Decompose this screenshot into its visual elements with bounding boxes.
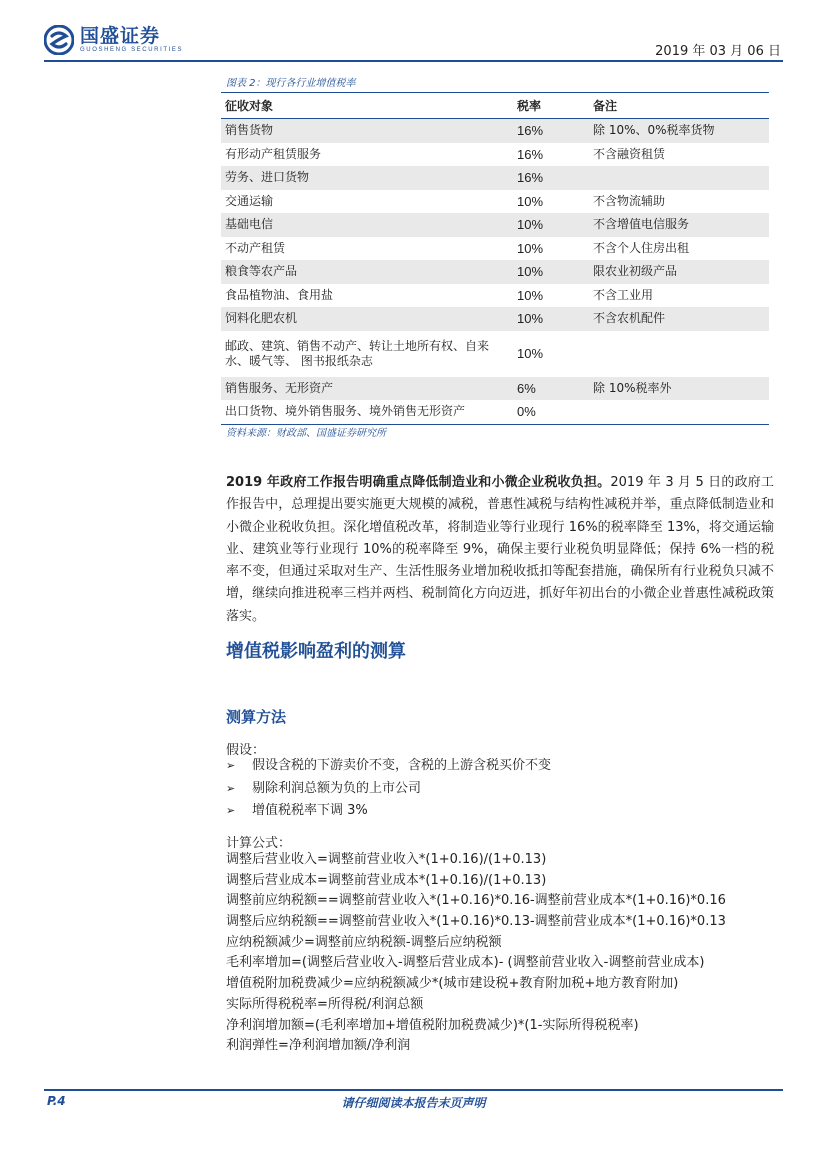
- column-header-note: 备注: [589, 93, 769, 119]
- list-item: [226, 778, 551, 801]
- table-row: [221, 284, 769, 308]
- cell-note: 除 10%税率外: [589, 377, 769, 401]
- assumption-text: 增值税税率下调 3%: [252, 803, 368, 818]
- cell-rate: 16%: [513, 166, 589, 190]
- cell-rate: 10%: [517, 193, 544, 209]
- table-row: [221, 237, 769, 261]
- cell-rate: 10%: [517, 240, 544, 256]
- cell-rate: 10%: [517, 287, 544, 303]
- formula-line: 调整后营业成本=调整前营业成本*(1+0.16)/(1+0.13): [226, 872, 547, 888]
- company-logo: [44, 25, 183, 55]
- footer-disclaimer: 请仔细阅读本报告末页声明: [341, 1096, 486, 1110]
- table-row: [221, 331, 769, 377]
- cell-note: [589, 400, 769, 424]
- arrow-bullet-icon: ➢: [226, 781, 236, 795]
- cell-item: 不动产租赁: [225, 240, 286, 255]
- cell-rate: 10%: [513, 213, 589, 237]
- cell-rate: 10%: [513, 260, 589, 284]
- table-header-row: [221, 93, 769, 119]
- cell-note: 限农业初级产品: [589, 260, 769, 284]
- section-subtitle: 测算方法: [226, 708, 287, 726]
- cell-note: [589, 331, 769, 377]
- formula-line: 增值税附加税费减少=应纳税额减少*(城市建设税+教育附加税+地方教育附加): [226, 976, 679, 992]
- figure-source: 资料来源：财政部、国盛证券研究所: [226, 428, 386, 439]
- logo-icon: [44, 25, 74, 55]
- column-header-rate: 税率: [513, 93, 589, 119]
- table-row: [221, 260, 769, 284]
- cell-item: 饲料化肥农机: [221, 307, 513, 331]
- cell-item: 有形动产租赁服务: [225, 146, 322, 161]
- table-row: [221, 166, 769, 190]
- logo-name: 国盛证券: [80, 25, 161, 47]
- cell-note: 不含个人住房出租: [593, 240, 690, 255]
- formula-line: 调整前应纳税额==调整前营业收入*(1+0.16)*0.16-调整前营业成本*(1+0.16)*0.16: [226, 893, 726, 909]
- report-date: 2019 年 03 月 06 日: [655, 44, 781, 59]
- cell-note: 不含农机配件: [589, 307, 769, 331]
- formula-line: 应纳税额减少=调整前应纳税额-调整后应纳税额: [226, 934, 502, 950]
- formulas-list: [226, 850, 726, 1057]
- cell-item: 销售服务、无形资产: [221, 377, 513, 401]
- cell-item: 出口货物、境外销售服务、境外销售无形资产: [221, 400, 513, 424]
- cell-note: 不含增值电信服务: [589, 213, 769, 237]
- paragraph-body: 2019 年 3 月 5 日的政府工作报告中，总理提出要实施更大规模的减税，普惠性减税与结构性减税并举，重点降低制造业和小微企业税收负担。深化增值税改革，将制造业等行业现行 16%的税率降至 13%，将交通运输业、建筑业等行业现行 10%的税率降至 9%，确保主要行业税负明显降低；保持 6%一档的税率不变，但通过采取对生产、生活性服务业增加税收抵扣等配套措施，确保所有行业税负只减不增，继续向推进税率三档并两档、税制简化方向迈进，抓好年初出台的小微企业普惠性减税政策落实。: [226, 475, 774, 624]
- assumptions-title: 假设：: [226, 743, 266, 758]
- assumption-text: 假设含税的下游卖价不变，含税的上游含税买价不变: [252, 758, 552, 773]
- page-number: P.4: [47, 1094, 66, 1108]
- cell-item: 邮政、建筑、销售不动产、转让土地所有权、自来水、暖气等、 图书报纸杂志: [225, 338, 490, 368]
- cell-rate: 10%: [517, 346, 544, 361]
- table-row: [221, 377, 769, 401]
- cell-rate: 6%: [513, 377, 589, 401]
- cell-rate: 10%: [513, 307, 589, 331]
- table-row: [221, 307, 769, 331]
- formula-line: 调整后营业收入=调整前营业收入*(1+0.16)/(1+0.13): [226, 852, 547, 867]
- formula-line: 毛利率增加=(调整后营业收入-调整后营业成本)- (调整前营业收入-调整前营业成本): [226, 955, 705, 971]
- figure-caption: 图表 2：现行各行业增值税率: [226, 78, 356, 89]
- header-divider: [44, 60, 783, 62]
- body-paragraph: [226, 472, 774, 628]
- cell-item: 交通运输: [225, 193, 274, 208]
- assumption-text: 剔除利润总额为负的上市公司: [252, 780, 422, 796]
- formula-line: 净利润增加额=(毛利率增加+增值税附加税费减少)*(1-实际所得税税率): [226, 1017, 639, 1033]
- cell-note: [589, 166, 769, 190]
- formulas-title: 计算公式：: [226, 836, 292, 851]
- table-row: [221, 400, 769, 424]
- cell-item: 劳务、进口货物: [221, 166, 513, 190]
- vat-rate-table: [221, 92, 769, 425]
- section-title: 增值税影响盈利的测算: [226, 641, 406, 662]
- arrow-bullet-icon: ➢: [226, 759, 236, 772]
- footer-divider: [44, 1089, 783, 1091]
- table-row: [221, 119, 769, 143]
- cell-item: 食品植物油、食用盐: [225, 287, 334, 302]
- formula-line: 调整后应纳税额==调整前营业收入*(1+0.16)*0.13-调整前营业成本*(1+0.16)*0.13: [226, 914, 726, 930]
- cell-note: 不含工业用: [593, 287, 654, 302]
- table-row: [221, 213, 769, 237]
- cell-note: 除 10%、0%税率货物: [589, 119, 769, 143]
- paragraph-lead: 2019 年政府工作报告明确重点降低制造业和小微企业税收负担。: [226, 475, 611, 490]
- table-row: [221, 190, 769, 214]
- cell-rate: 16%: [513, 119, 589, 143]
- cell-note: 不含融资租赁: [593, 146, 666, 161]
- cell-item: 基础电信: [221, 213, 513, 237]
- cell-item: 粮食等农产品: [221, 260, 513, 284]
- cell-note: 不含物流辅助: [593, 193, 666, 208]
- cell-rate: 16%: [517, 146, 544, 162]
- formula-line: 利润弹性=净利润增加额/净利润: [226, 1038, 411, 1054]
- logo-english-name: GUOSHENG SECURITIES: [80, 47, 184, 53]
- cell-item: 销售货物: [221, 119, 513, 143]
- formula-line: 实际所得税税率=所得税/利润总额: [226, 996, 424, 1012]
- column-header-item: 征收对象: [221, 93, 513, 119]
- list-item: [226, 755, 551, 778]
- cell-rate: 0%: [513, 400, 589, 424]
- assumptions-list: [226, 755, 551, 823]
- arrow-bullet-icon: ➢: [226, 804, 236, 817]
- list-item: [226, 800, 551, 823]
- table-row: [221, 143, 769, 167]
